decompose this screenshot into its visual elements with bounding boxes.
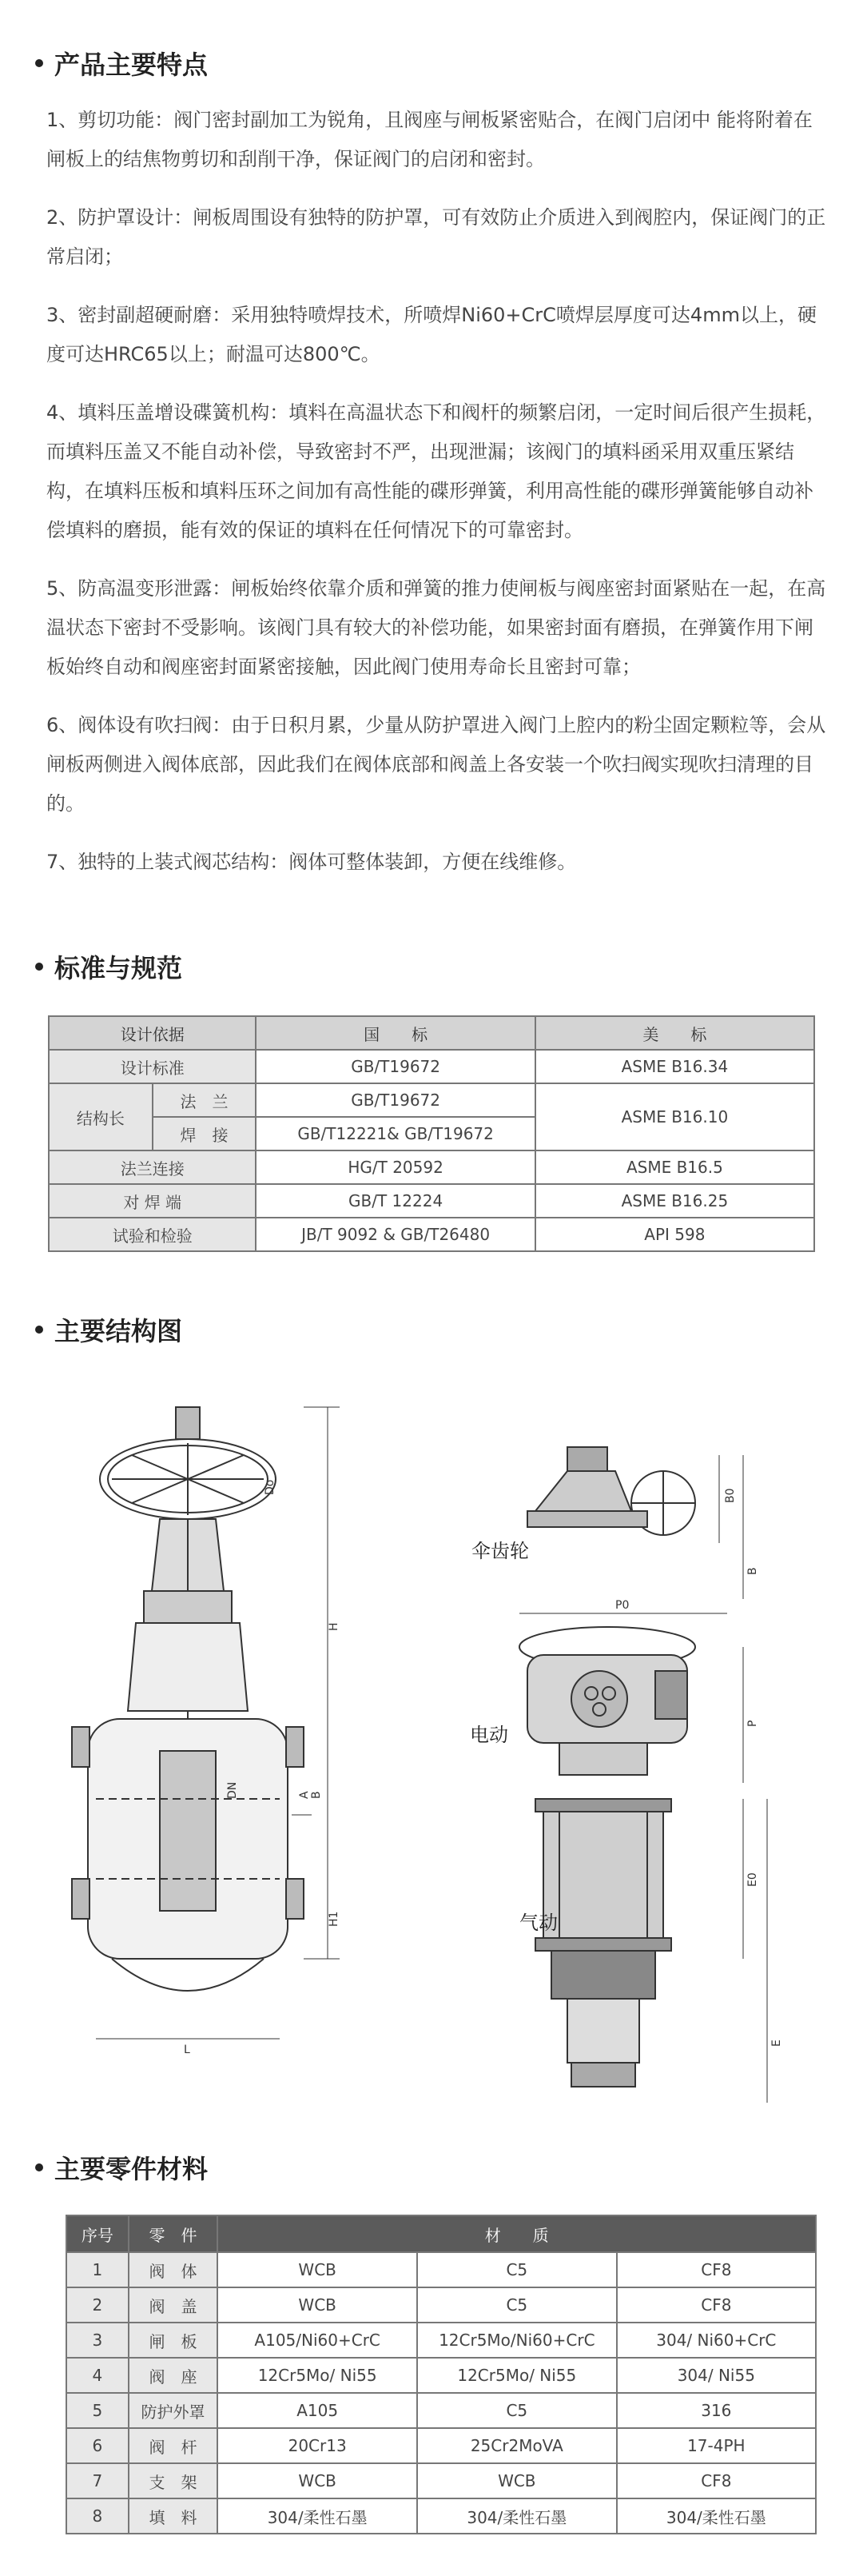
features-list — [46, 101, 829, 882]
standards-table — [48, 1015, 815, 1252]
table-row: 7 支 架 WCB WCB CF8 — [66, 2463, 816, 2498]
bullet-dot-icon — [35, 1326, 43, 1334]
electric-label: 电动 — [470, 1724, 508, 1746]
feature-item: 7、独特的上装式阀芯结构：阀体可整体装卸，方便在线维修。 — [46, 851, 577, 873]
dim-label-b0: B0 — [724, 1488, 737, 1503]
dim-label-h: H — [328, 1622, 340, 1631]
structure-title: 主要结构图 — [35, 1311, 182, 1348]
table-row: 1 阀 体 WCB C5 CF8 — [66, 2252, 816, 2287]
header-material: 材 质 — [217, 2215, 816, 2252]
table-row: 2 阀 盖 WCB C5 CF8 — [66, 2287, 816, 2323]
feature-item: 2、防护罩设计：闸板周围设有独特的防护罩，可有效防止介质进入到阀腔内，保证阀门的正常启闭； — [46, 206, 826, 268]
pneumatic-label: 气动 — [519, 1912, 558, 1934]
table-row: 3 闸 板 A105/Ni60+CrC 12Cr5Mo/Ni60+CrC 304/ Ni60+CrC — [66, 2323, 816, 2358]
dim-label-e: E — [770, 2040, 783, 2047]
bevel-gear-label: 伞齿轮 — [471, 1540, 529, 1562]
table-row: 4 阀 座 12Cr5Mo/ Ni55 12Cr5Mo/ Ni55 304/ Ni55 — [66, 2358, 816, 2393]
header-part: 零 件 — [129, 2215, 218, 2252]
table-row: 焊 接 GB/T12221& GB/T19672 — [49, 1117, 814, 1150]
header-gb: 国 标 — [256, 1016, 535, 1050]
table-row: 8 填 料 304/柔性石墨 304/柔性石墨 304/柔性石墨 — [66, 2498, 816, 2534]
header-design-basis: 设计依据 — [49, 1016, 256, 1050]
table-row: 对 焊 端 GB/T 12224 ASME B16.25 — [49, 1184, 814, 1218]
dim-label-b: B — [310, 1791, 323, 1799]
dim-label-e0: E0 — [746, 1872, 759, 1887]
table-row: 6 阀 杆 20Cr13 25Cr2MoVA 17-4PH — [66, 2428, 816, 2463]
bullet-dot-icon — [35, 963, 43, 971]
dim-label-dn: DN — [226, 1781, 239, 1799]
feature-item: 6、阀体设有吹扫阀：由于日积月累，少量从防护罩进入阀门上腔内的粉尘固定颗粒等，会从闸板两侧进入阀体底部，因此我们在阀体底部和阀盖上各安装一个吹扫阀实现吹扫清理的目的。 — [46, 714, 826, 815]
table-row: 设计标准 GB/T19672 ASME B16.34 — [49, 1050, 814, 1083]
header-asme: 美 标 — [535, 1016, 814, 1050]
dim-label-h1: H1 — [328, 1911, 340, 1927]
dim-label-a: A — [298, 1791, 311, 1799]
table-row: 5 防护外罩 A105 C5 316 — [66, 2393, 816, 2428]
standards-title: 标准与规范 — [35, 948, 182, 985]
dim-label-p: P — [746, 1720, 759, 1727]
feature-item: 1、剪切功能：阀门密封副加工为锐角，且阀座与闸板紧密贴合，在阀门启闭中 能将附着在闸板上的结焦物剪切和刮削干净，保证阀门的启闭和密封。 — [46, 109, 813, 170]
feature-item: 4、填料压盖增设碟簧机构：填料在高温状态下和阀杆的频繁启闭，一定时间后很产生损耗，而填料压盖又不能自动补偿，导致密封不严，出现泄漏；该阀门的填料函采用双重压紧结构，在填料压板和填料压环之间加有高性能的碟形弹簧，利用高性能的碟形弹簧能够自动补偿填料的磨损，能有效的保证的填料在任何情况下的可靠密封。 — [46, 401, 826, 541]
dim-label-b-right: B — [746, 1567, 759, 1575]
table-row: 结构长 法 兰 GB/T19672 ASME B16.10 — [49, 1083, 814, 1117]
feature-item: 3、密封副超硬耐磨：采用独特喷焊技术，所喷焊Ni60+CrC喷焊层厚度可达4mm以上，硬度可达HRC65以上；耐温可达800℃。 — [46, 304, 817, 365]
dim-label-do: Do — [264, 1479, 276, 1495]
materials-title: 主要零件材料 — [35, 2149, 208, 2186]
header-no: 序号 — [66, 2215, 129, 2252]
feature-item: 5、防高温变形泄露：闸板始终依靠介质和弹簧的推力使闸板与阀座密封面紧贴在一起，在高温状态下密封不受影响。该阀门具有较大的补偿功能，如果密封面有磨损，在弹簧作用下闸板始终自动和阀座密封面紧密接触，因此阀门使用寿命长且密封可靠； — [46, 577, 826, 678]
table-header-row — [49, 1016, 814, 1050]
table-row: 法兰连接 HG/T 20592 ASME B16.5 — [49, 1150, 814, 1184]
dim-label-p0: P0 — [615, 1599, 630, 1612]
valve-structure-drawing — [64, 1383, 815, 2103]
bullet-dot-icon — [35, 59, 43, 67]
bullet-dot-icon — [35, 2163, 43, 2171]
dim-label-l: L — [184, 2044, 190, 2056]
table-row: 试验和检验 JB/T 9092 & GB/T26480 API 598 — [49, 1218, 814, 1251]
features-title: 产品主要特点 — [35, 45, 208, 82]
materials-table — [66, 2215, 817, 2534]
table-header-row — [66, 2215, 816, 2252]
